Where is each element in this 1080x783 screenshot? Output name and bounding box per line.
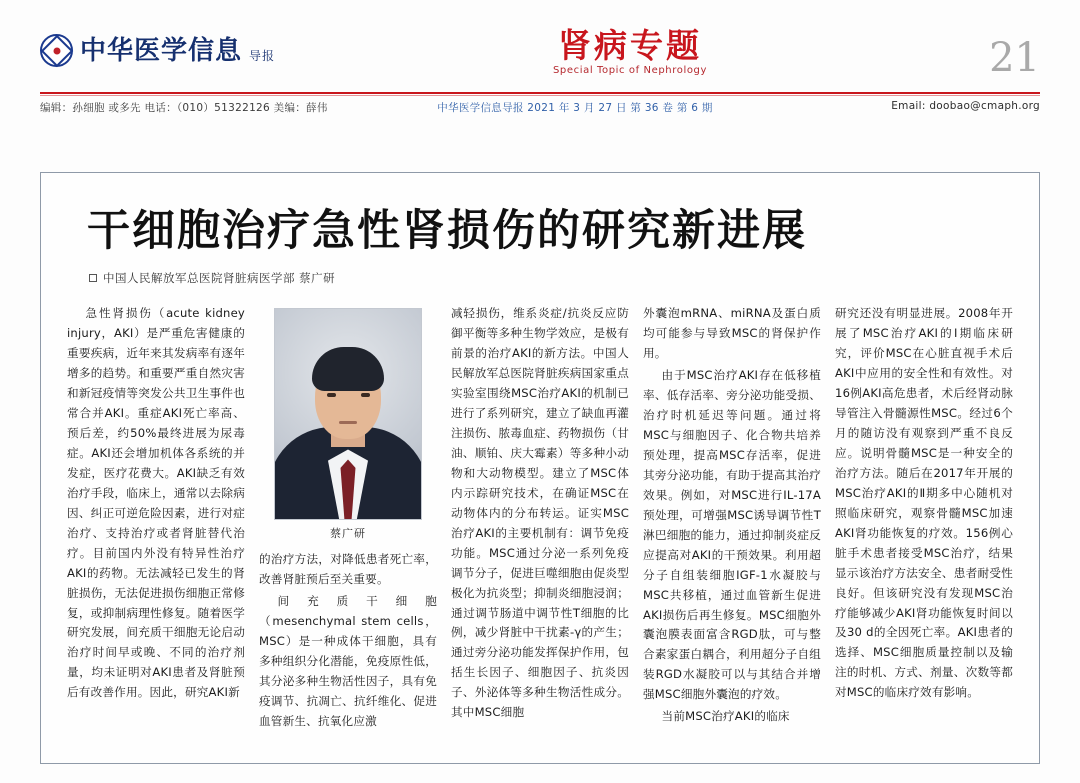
paragraph: 由于MSC治疗AKI存在低移植率、低存活率、旁分泌功能受损、治疗时机延迟等问题。通过将MSC与细胞因子、化合物共培养预处理，提高MSC存活率，促进其旁分泌功能，有助于提高其治疗效果。例如，对MSC进行IL-17A预处理，可增强MSC诱导调节性T淋巴细胞的能力，通过抑制炎症反应提高对AKI的干预效果。利用超分子自组装细胞IGF-1水凝胶与MSC共移植，通过血管新生促进AKI损伤后再生修复。MSC细胞外囊泡膜表面富含RGD肽，可与整合素家蛋白耦合，利用超分子自组装RGD水凝胶可以与其结合并增强MSC细胞外囊泡的疗效。 [643, 368, 821, 702]
author-portrait [274, 308, 422, 544]
editor-credits: 编辑：孙细胞 或多先 电话：（010）51322126 美编：薛伟 [40, 102, 328, 114]
article-columns [67, 304, 1013, 764]
portrait-caption: 蔡广研 [330, 527, 366, 541]
article-column-5 [835, 304, 1013, 764]
article-column-4 [643, 304, 821, 764]
byline [89, 270, 1013, 286]
portrait-mouth [339, 421, 357, 424]
masthead-divider [40, 92, 1040, 94]
contact-email: Email: doobao@cmaph.org [891, 100, 1040, 112]
byline-text: 中国人民解放军总医院肾脏病医学部 蔡广研 [103, 271, 336, 286]
section-title-en: Special Topic of Nephrology [552, 65, 708, 77]
section-title: 肾病专题 [558, 26, 702, 65]
page-number: 21 [989, 35, 1040, 81]
publication-subtitle: 导报 [249, 49, 276, 63]
paragraph: 研究还没有明显进展。2008年开展了MSC治疗AKI的Ⅰ期临床研究，评价MSC在心脏直视手术后AKI中应用的安全性和有效性。对16例AKI高危患者，术后经肾动脉导管注入骨髓源性MSC。经过6个月的随访没有观察到严重不良反应。说明骨髓MSC是一种安全的治疗方法。随后在2017年开展的MSC治疗AKI的Ⅱ期多中心随机对照临床研究，观察骨髓MSC加速AKI肾功能恢复的疗效。156例心脏手术患者接受MSC治疗，结果显示该治疗方法安全、患者耐受性良好。但该研究没有发现MSC治疗能够减少AKI肾功能恢复时间以及30 d的全因死亡率。AKI患者的选择、MSC细胞质量控制以及输注的时机、方式、剂量、次数等都对MSC的临床疗效有影响。 [835, 306, 1013, 700]
paragraph: 减轻损伤，维系炎症/抗炎反应防御平衡等多种生物学效应，是极有前景的治疗AKI的新方法。中国人民解放军总医院肾脏疾病国家重点实验室围绕MSC治疗AKI的机制已进行了系列研究，建立了缺血再灌注损伤、脓毒血症、药物损伤（甘油、顺铂、庆大霉素）等多种小动物和大动物模型。建立了MSC体内示踪研究技术，在确证MSC在动物体内的分布转运。证实MSC治疗AKI的主要机制有：调节免疫功能。MSC通过分泌一系列免疫调节分子，促进巨噬细胞由促炎型极化为抗炎型；抑制炎细胞浸润；通过调节肠道中调节性T细胞的比例，减少肾脏中干扰素-γ的产生；通过旁分泌功能发挥保护作用，包括生长因子、细胞因子、抗炎因子、外泌体等多种生物活性成分。其中MSC细胞 [451, 306, 629, 720]
article-frame [40, 172, 1040, 764]
issue-info: 中华医学信息导报 2021 年 3 月 27 日 第 36 卷 第 6 期 [437, 102, 713, 114]
article-column-2 [259, 304, 437, 764]
paragraph: 的治疗方法，对降低患者死亡率，改善肾脏预后至关重要。 [259, 552, 437, 587]
bullet-square-icon [89, 274, 97, 282]
publication-logo [40, 34, 340, 67]
masthead-metadata [40, 100, 1040, 115]
section-title-block [340, 28, 920, 76]
paragraph: 急性肾损伤（acute kidney injury，AKI）是严重危害健康的重要疾病，近年来其发病率有逐年增多的趋势。和重要严重自然灾害和新冠疫情等突发公共卫生事件也常合并AKI。重症AKI死亡率高、预后差，约50%最终进展为尿毒症。AKI还会增加机体各系统的并发症，医疗花费大。AKI缺乏有效治疗手段，临床上，通常以去除病因、纠正可逆危险因素，进行对症治疗、支持治疗或者肾脏替代治疗。目前国内外没有特异性治疗AKI的药物。无法减轻已发生的肾脏损伤，无法促进损伤细胞正常修复，或抑制病理性修复。随着医学研究发展，间充质干细胞无论启动治疗时间早或晚、不同的治疗剂量，均未证明对AKI患者及肾脏预后有改善作用。因此，研究AKI新 [67, 306, 245, 700]
seal-icon [40, 34, 73, 67]
portrait-eye-left [327, 393, 336, 397]
article-headline: 干细胞治疗急性肾损伤的研究新进展 [87, 206, 807, 256]
portrait-photo [274, 308, 422, 520]
publication-name: 中华医学信息 [80, 35, 243, 66]
portrait-eye-right [361, 393, 370, 397]
paragraph: 当前MSC治疗AKI的临床 [661, 709, 790, 724]
paragraph: 间充质干细胞（mesenchymal stem cells，MSC）是一种成体干细胞，具有多种组织分化潜能，免疫原性低，其分泌多种生物活性因子，具有免疫调节、抗凋亡、抗纤维化、促进血管新生、抗氧化应激 [259, 594, 437, 728]
article-column-3 [451, 304, 629, 764]
paragraph: 外囊泡mRNA、miRNA及蛋白质均可能参与导致MSC的肾保护作用。 [643, 306, 821, 361]
article-column-1 [67, 304, 245, 764]
